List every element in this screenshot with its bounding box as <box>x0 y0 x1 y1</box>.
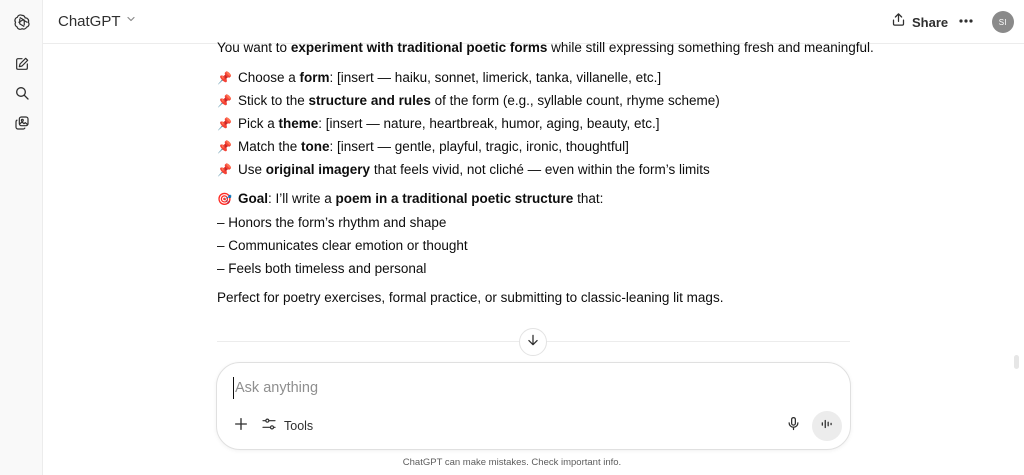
plus-icon <box>233 416 249 437</box>
tools-button[interactable] <box>261 416 313 436</box>
voice-mode-button[interactable] <box>812 411 842 441</box>
voice-waveform-icon <box>820 417 834 436</box>
chevron-down-icon <box>125 12 137 30</box>
pushpin-icon: 📌 <box>217 163 232 177</box>
pushpin-icon: 📌 <box>217 71 232 85</box>
dictate-button[interactable] <box>783 416 803 436</box>
goal-item: – Honors the form’s rhythm and shape <box>217 215 447 230</box>
pushpin-icon: 📌 <box>217 94 232 108</box>
list-item: 📌 Choose a form: [insert — haiku, sonnet, limerick, tanka, villanelle, etc.] <box>217 66 661 90</box>
intro-line: You want to experiment with traditional poetic forms while still expressing something fresh and meaningful. <box>217 40 874 55</box>
model-picker[interactable] <box>58 12 137 30</box>
share-label: Share <box>912 14 949 30</box>
model-name: ChatGPT <box>58 12 121 30</box>
arrow-down-icon <box>526 333 540 352</box>
library-icon[interactable] <box>11 112 33 134</box>
goal-item: – Feels both timeless and personal <box>217 261 427 276</box>
sidebar <box>0 0 43 475</box>
tools-label: Tools <box>284 419 314 433</box>
pushpin-icon: 📌 <box>217 140 232 154</box>
prompt-input[interactable] <box>233 377 823 399</box>
composer <box>216 362 851 450</box>
microphone-icon <box>786 415 801 437</box>
share-button[interactable] <box>891 12 948 32</box>
list-item: 📌 Match the tone: [insert — gentle, playful, tragic, ironic, thoughtful] <box>217 135 629 159</box>
sliders-icon <box>261 416 277 437</box>
list-item: 📌 Use original imagery that feels vivid, not cliché — even within the form’s limits <box>217 158 710 182</box>
list-item: 📌 Stick to the structure and rules of the form (e.g., syllable count, rhyme scheme) <box>217 89 720 113</box>
more-dots-icon[interactable] <box>958 13 974 29</box>
list-item: 📌 Pick a theme: [insert — nature, heartbreak, humor, aging, beauty, etc.] <box>217 112 659 136</box>
avatar[interactable]: SI <box>992 11 1014 33</box>
scrollbar-thumb[interactable] <box>1014 355 1019 369</box>
new-chat-icon[interactable] <box>11 53 33 75</box>
disclaimer: ChatGPT can make mistakes. Check important info. <box>402 457 622 468</box>
target-icon: 🎯 <box>217 192 232 206</box>
openai-logo-icon[interactable] <box>11 11 33 33</box>
closing-line: Perfect for poetry exercises, formal practice, or submitting to classic-leaning lit mags. <box>217 290 724 305</box>
scroll-to-bottom-button[interactable] <box>519 328 547 356</box>
goal-item: – Communicates clear emotion or thought <box>217 238 468 253</box>
search-icon[interactable] <box>11 82 33 104</box>
share-icon <box>891 12 906 32</box>
attach-button[interactable] <box>231 416 251 436</box>
pushpin-icon: 📌 <box>217 117 232 131</box>
goal-line: 🎯 Goal: I’ll write a poem in a traditional poetic structure that: <box>217 187 603 211</box>
